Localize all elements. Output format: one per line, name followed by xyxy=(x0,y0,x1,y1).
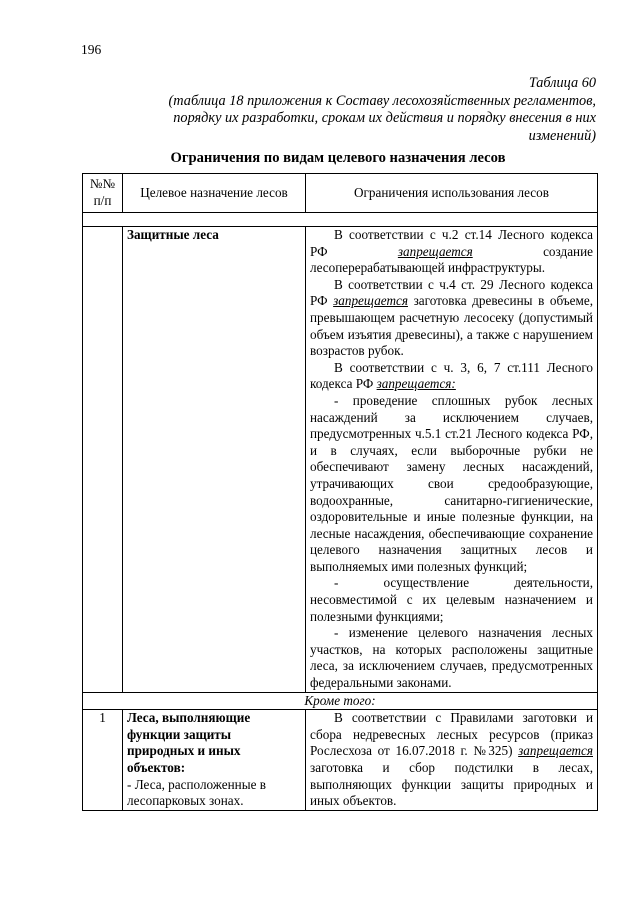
prohibition-word: запрещается xyxy=(333,293,408,309)
purpose-label: Леса, выполняющие функции защиты природных и иных объектов: xyxy=(127,710,251,775)
purpose-cell xyxy=(123,227,306,693)
caption-line: порядку их разработки, срокам их действия и порядку внесения в них xyxy=(173,110,596,127)
kroma-row xyxy=(83,692,598,710)
row-num-cell xyxy=(83,227,123,693)
caption-line: изменений) xyxy=(528,127,596,144)
text-fragment: В соответствии с Правилами заготовки и сбора недревесных лесных ресурсов (приказ Рослесхоза от 16.07.2018 г. №325) xyxy=(310,710,593,759)
prohibition-word: запрещается: xyxy=(376,376,456,392)
table-row xyxy=(83,710,598,811)
restriction-list-item: - проведение сплошных рубок лесных насаждений за исключением случаев, предусмотренных ч.5.1 ст.21 Лесного кодекса РФ, и в случаях, если выборочные рубки не обеспечивают замену лесных насаждений, утрачивающих свои средообразующие, водоохранные, санитарно-гигиенические, оздоровительные и иные полезные функции, на лесные насаждения, обеспечивающие сохранение целевого назначения защитных лесов и выполняемых ими полезных функций; xyxy=(310,392,593,574)
prohibition-word: запрещается xyxy=(518,743,593,759)
restriction-paragraph xyxy=(310,710,593,810)
header-restrictions: Ограничения использования лесов xyxy=(306,174,598,213)
caption-line: (таблица 18 приложения к Составу лесохозяйственных регламентов, xyxy=(168,92,596,109)
purpose-sublabel: - Леса, расположенные в лесопарковых зонах. xyxy=(127,776,266,809)
table-header-row xyxy=(83,174,598,213)
row-num-cell: 1 xyxy=(83,710,123,811)
table-caption xyxy=(110,75,596,145)
prohibition-word: запрещается xyxy=(397,243,473,259)
purpose-cell xyxy=(123,710,306,811)
header-purpose: Целевое назначение лесов xyxy=(123,174,306,213)
restrictions-table xyxy=(82,173,598,811)
restriction-paragraph xyxy=(310,227,593,277)
purpose-label: Защитные леса xyxy=(127,227,219,242)
text-fragment: В соответствии с ч.4 ст. 29 Лесного кодекса РФ xyxy=(310,276,593,309)
restriction-list-item: - осуществление деятельности, несовместимой с их целевым назначением и полезными функциями; xyxy=(310,575,593,624)
spacer-row xyxy=(83,213,598,227)
table-row xyxy=(83,227,598,693)
restriction-paragraph xyxy=(310,360,593,393)
page-number: 196 xyxy=(81,42,102,57)
header-num: №№ п/п xyxy=(83,174,123,213)
caption-line: Таблица 60 xyxy=(528,75,596,91)
restrictions-cell xyxy=(306,710,598,811)
text-fragment: В соответствии с ч.2 ст.14 Лесного кодекса РФ xyxy=(310,227,593,259)
kroma-cell: Кроме того: xyxy=(83,692,598,710)
text-fragment: В соответствии с ч. 3, 6, 7 ст.111 Лесного кодекса РФ xyxy=(310,359,593,392)
text-fragment: создание лесоперерабатывающей инфраструктуры. xyxy=(310,243,594,276)
text-fragment: заготовка и сбор подстилки в лесах, выполняющих функции защиты природных и иных объектов. xyxy=(310,760,593,809)
restriction-list-item: - изменение целевого назначения лесных участков, на которых расположены защитные леса, за исключением случаев, предусмотренных федеральными законами. xyxy=(310,625,593,691)
restriction-paragraph xyxy=(310,277,593,360)
restrictions-cell xyxy=(306,227,598,693)
text-fragment: заготовка древесины в объеме, превышающем расчетную лесосеку (допустимый объем изъятия древесины), а также с нарушением возрастов рубок. xyxy=(310,293,594,359)
page-title: Ограничения по видам целевого назначения лесов xyxy=(170,150,506,166)
